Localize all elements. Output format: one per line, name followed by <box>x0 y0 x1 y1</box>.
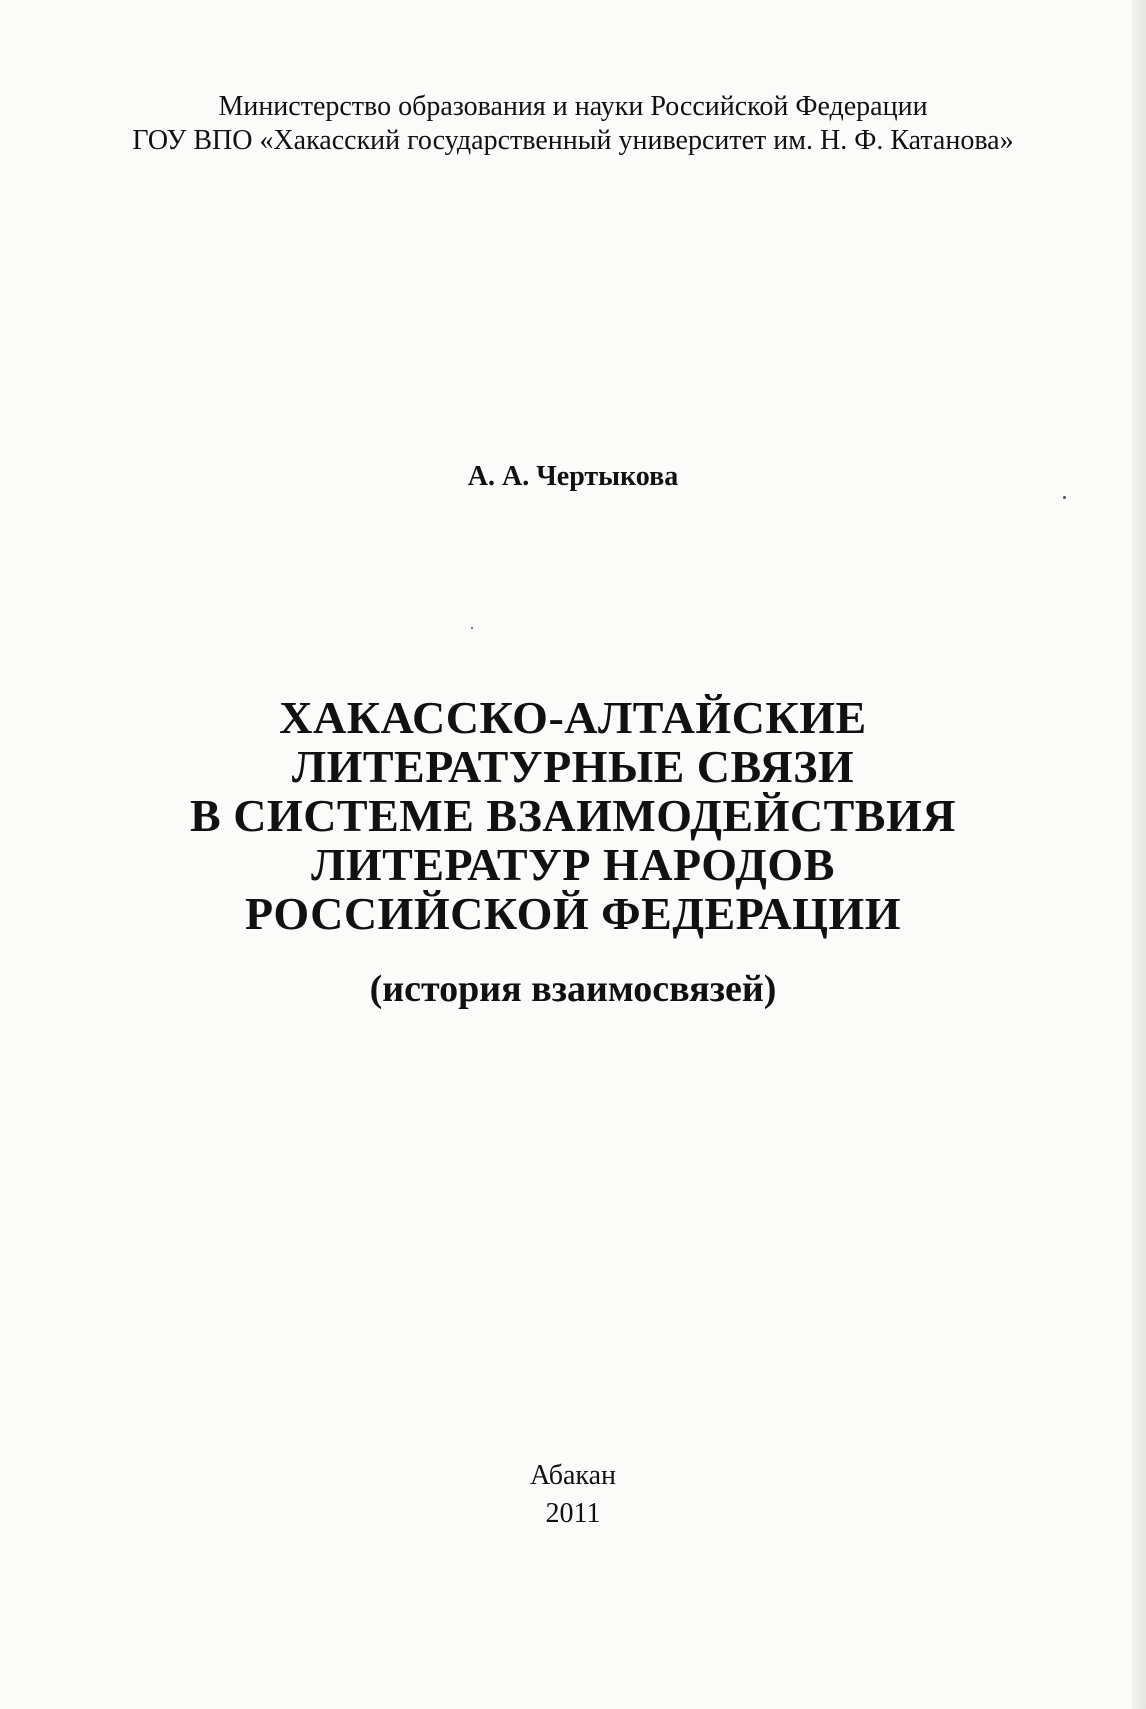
book-subtitle: (история взаимосвязей) <box>369 968 777 1010</box>
title-line: ЛИТЕРАТУРНЫЕ СВЯЗИ <box>291 741 855 792</box>
title-line: РОССИЙСКОЙ ФЕДЕРАЦИИ <box>245 888 901 939</box>
title-line: В СИСТЕМЕ ВЗАИМОДЕЙСТВИЯ <box>190 790 956 841</box>
ministry-line: Министерство образования и науки Российской Федерации <box>218 91 928 122</box>
publisher-header <box>0 90 1146 158</box>
title-line: ХАКАССКО-АЛТАЙСКИЕ <box>279 692 867 743</box>
publication-city: Абакан <box>529 1460 617 1491</box>
paper-speck <box>471 627 473 629</box>
author-name: А. А. Чертыкова <box>467 461 679 492</box>
publication-year: 2011 <box>545 1498 601 1529</box>
book-title <box>0 693 1146 938</box>
paper-speck <box>1063 496 1066 499</box>
title-line: ЛИТЕРАТУР НАРОДОВ <box>311 839 835 890</box>
university-line: ГОУ ВПО «Хакасский государственный университет им. Н. Ф. Катанова» <box>132 125 1014 156</box>
